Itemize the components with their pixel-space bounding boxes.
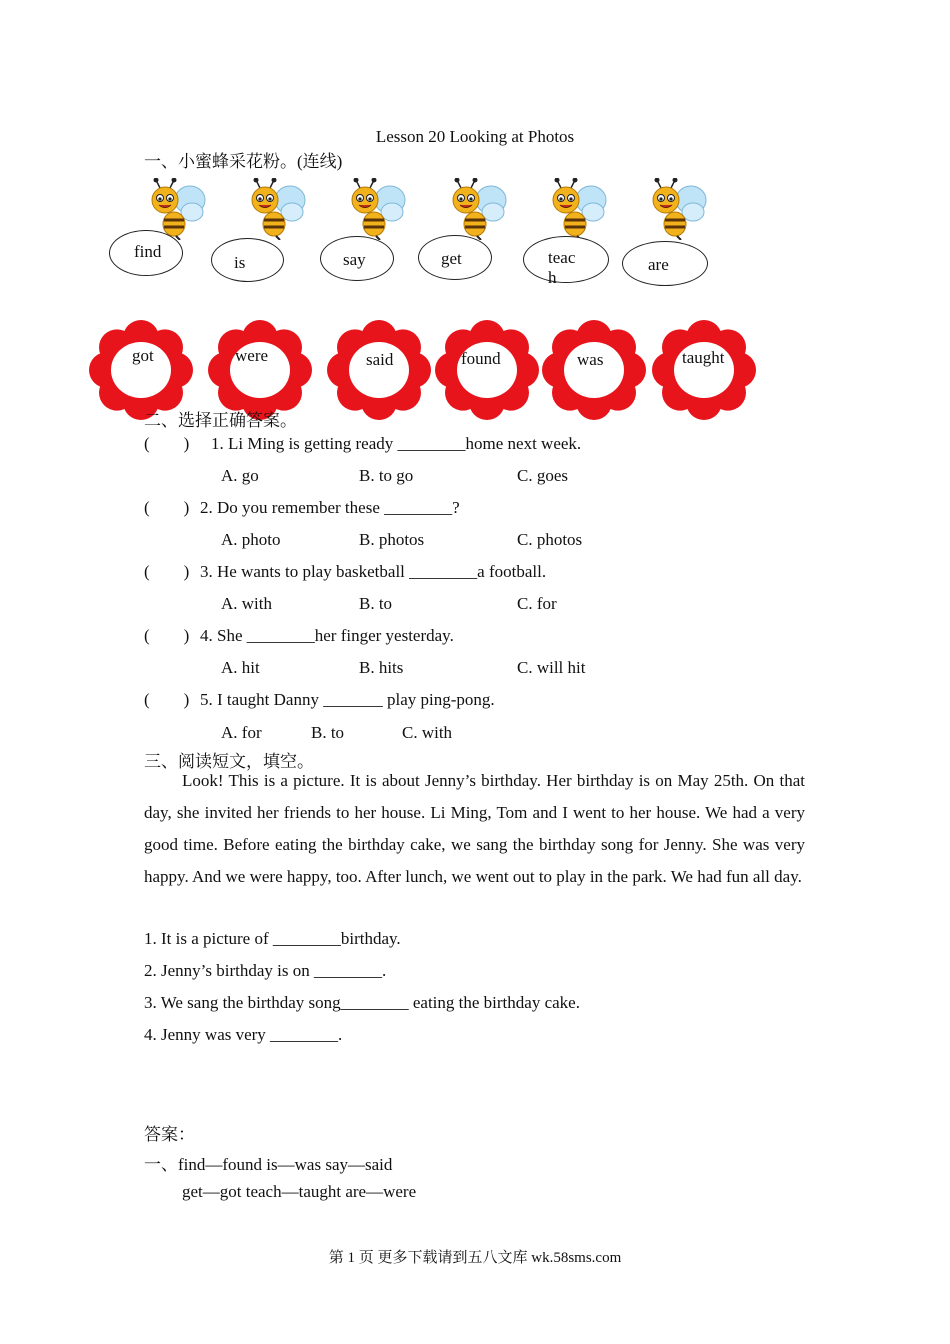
reading-question: 3. We sang the birthday song________ eating the birthday cake. — [144, 993, 580, 1012]
option-b: B. hits — [359, 658, 404, 677]
option-a: A. for — [221, 723, 262, 742]
bee-word-oval — [418, 235, 492, 280]
flower-icon — [435, 320, 539, 420]
option-a: A. hit — [221, 658, 260, 677]
flower-word: said — [366, 350, 394, 369]
option-c: C. with — [402, 723, 453, 742]
bee-word-oval — [523, 236, 609, 287]
bee-word-oval — [320, 236, 394, 281]
option-a: A. go — [221, 466, 259, 485]
section3-heading: 三、阅读短文，填空。 — [144, 752, 314, 771]
bee-word: is — [234, 253, 246, 272]
reading-question: 1. It is a picture of ________birthday. — [144, 929, 401, 948]
bee-word: get — [441, 249, 462, 268]
bee-icon — [346, 178, 410, 240]
flower-word: found — [461, 349, 501, 368]
answer-paren: ( ) — [144, 626, 190, 645]
section1-heading: 一、小蜜蜂采花粉。(连线) — [144, 152, 343, 171]
bee-word: are — [648, 255, 669, 274]
option-c: C. photos — [517, 530, 583, 549]
option-b: B. to — [311, 723, 345, 742]
flower-icon — [542, 320, 646, 420]
answer-paren: ( ) — [144, 498, 190, 517]
reading-question: 2. Jenny’s birthday is on ________. — [144, 961, 387, 980]
section2-heading: 二、选择正确答案。 — [144, 411, 297, 430]
question-text: 5. I taught Danny _______ play ping-pong. — [200, 690, 495, 709]
bee-word: teach — [548, 248, 576, 287]
flower-icon — [208, 320, 312, 420]
bee-word: say — [343, 250, 366, 269]
flower-icon — [327, 320, 431, 420]
bee-word-oval — [211, 238, 284, 282]
reading-passage — [144, 765, 805, 893]
page-footer: 第 1 页 更多下载请到五八文库 wk.58sms.com — [328, 1250, 622, 1266]
answer-paren: ( ) — [144, 434, 190, 453]
flower-word: taught — [682, 348, 725, 367]
option-b: B. photos — [359, 530, 425, 549]
answer-paren: ( ) — [144, 562, 190, 581]
flower-word: were — [235, 346, 269, 365]
question-text: 3. He wants to play basketball ________a football. — [200, 562, 547, 581]
page-title: Lesson 20 Looking at Photos — [375, 127, 575, 146]
flower-word: was — [577, 350, 604, 369]
flower-word: got — [132, 346, 154, 365]
bee-icon — [246, 178, 310, 240]
option-c: C. for — [517, 594, 557, 613]
question-text: 1. Li Ming is getting ready ________home next week. — [211, 434, 582, 453]
bee-icon — [647, 178, 711, 240]
passage-text: Look! This is a picture. It is about Jenny’s birthday. Her birthday is on May 25th. On that day, she invited her friends to her house. Li Ming, Tom and I went to her house. We had a very good time. Before eating the birthday cake, we sang the birthday song for Jenny. She was very happy. And we were happy, too. After lunch, we went out to play in the park. We had fun all day. — [144, 771, 805, 886]
answer-paren: ( ) — [144, 690, 190, 709]
question-text: 4. She ________her finger yesterday. — [200, 626, 454, 645]
option-b: B. to — [359, 594, 393, 613]
question-text: 2. Do you remember these ________? — [200, 498, 460, 517]
answers-line: 一、find—found is—was say—said — [144, 1155, 393, 1174]
option-c: C. will hit — [517, 658, 586, 677]
option-a: A. photo — [221, 530, 281, 549]
bee-icon — [547, 178, 611, 240]
bee-icon — [447, 178, 511, 240]
option-b: B. to go — [359, 466, 414, 485]
flower-icon — [89, 320, 193, 420]
bee-word: find — [134, 242, 162, 261]
flower-icon — [652, 320, 756, 420]
bee-word-oval — [622, 241, 708, 286]
bee-word-oval — [109, 230, 183, 276]
option-a: A. with — [221, 594, 272, 613]
reading-question: 4. Jenny was very ________. — [144, 1025, 343, 1044]
answers-line: get—got teach—taught are—were — [182, 1182, 417, 1201]
answers-heading: 答案： — [144, 1125, 195, 1144]
option-c: C. goes — [517, 466, 568, 485]
